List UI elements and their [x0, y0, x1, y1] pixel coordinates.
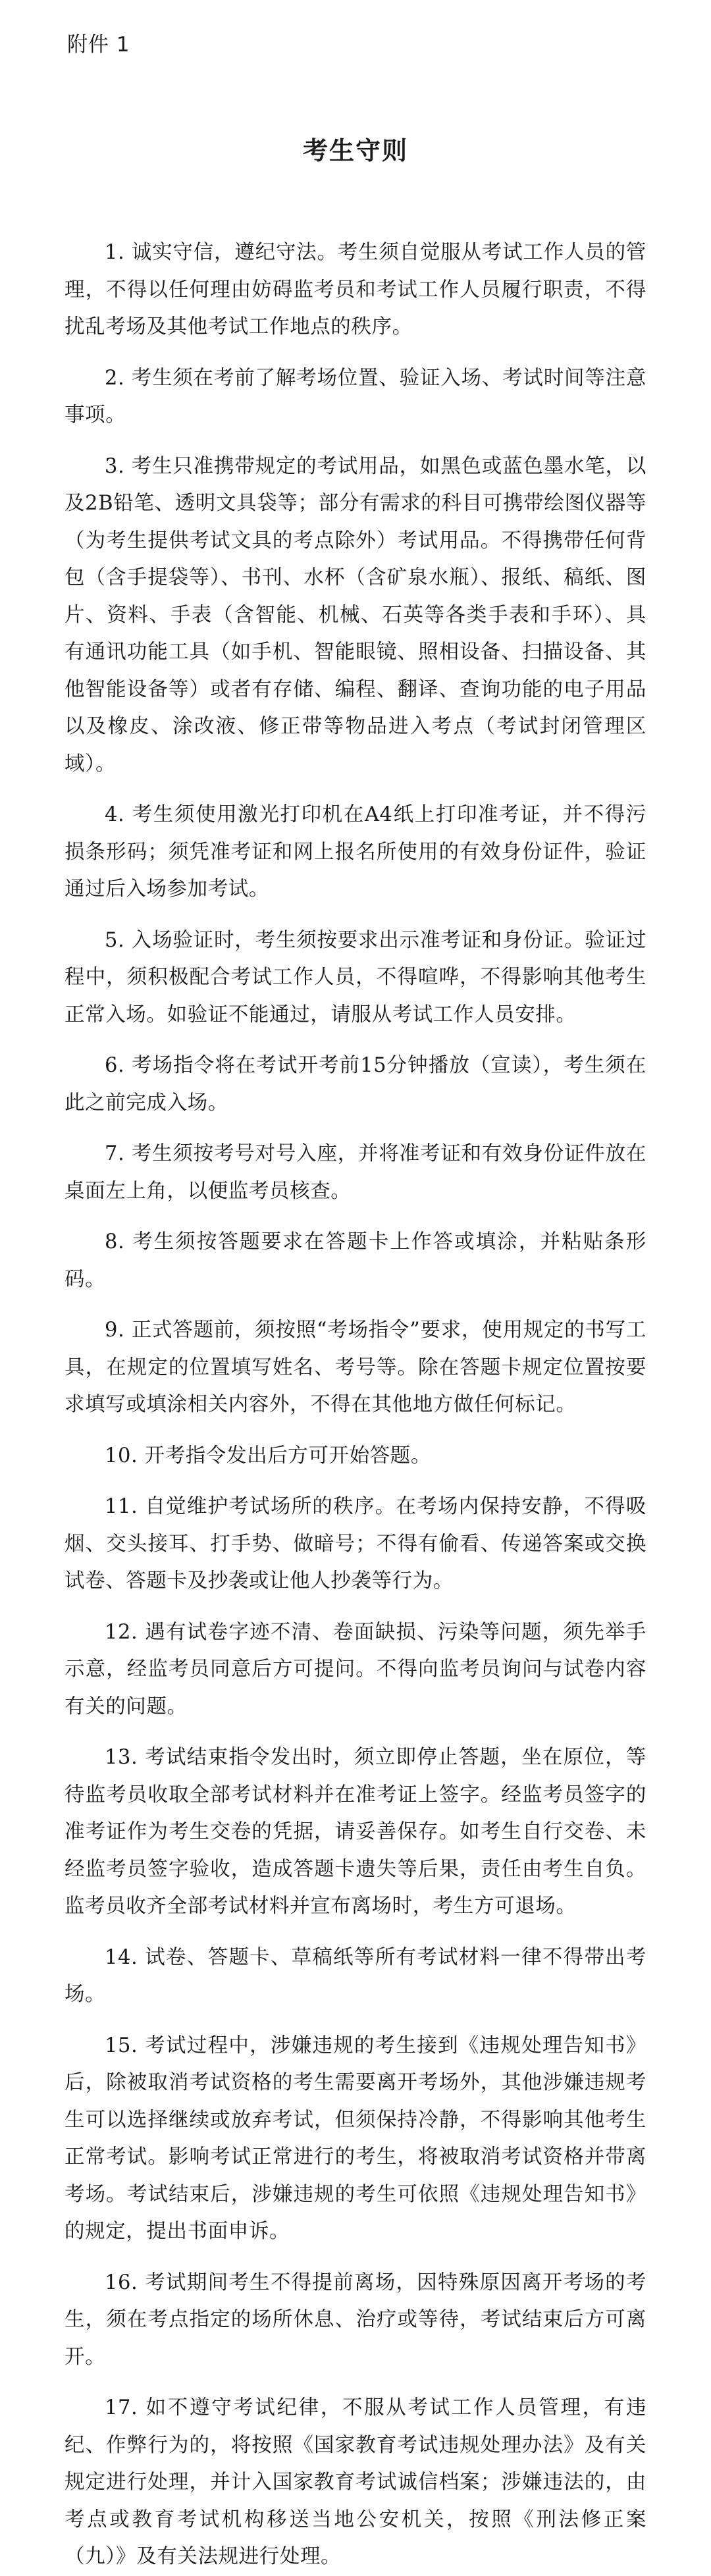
rule-item: 4. 考生须使用激光打印机在A4纸上打印准考证，并不得污损条形码；须凭准考证和网上报名所使用的有效身份证件，验证通过后入场参加考试。	[65, 803, 646, 901]
rule-item: 2. 考生须在考前了解考场位置、验证入场、考试时间等注意事项。	[65, 366, 646, 427]
page-title: 考生守则	[302, 136, 408, 165]
rules-list	[65, 234, 646, 2576]
rule-item: 1. 诚实守信，遵纪守法。考生须自觉服从考试工作人员的管理，不得以任何理由妨碍监考员和考试工作人员履行职责，不得扰乱考场及其他考试工作地点的秩序。	[65, 241, 646, 338]
attachment-label: 附件 1	[67, 33, 130, 57]
rule-item: 3. 考生只准携带规定的考试用品，如黑色或蓝色墨水笔，以及2B铅笔、透明文具袋等；部分有需求的科目可携带绘图仪器等（为考生提供考试文具的考点除外）考试用品。不得携带任何背包（含手提袋等）、书刊、水杯（含矿泉水瓶）、报纸、稿纸、图片、资料、手表（含智能、机械、石英等各类手表和手环）、具有通讯功能工具（如手机、智能眼镜、照相设备、扫描设备、其他智能设备等）或者有存储、编程、翻译、查询功能的电子用品以及橡皮、涂改液、修正带等物品进入考点（考试封闭管理区域）。	[65, 454, 646, 775]
rule-item: 14. 试卷、答题卡、草稿纸等所有考试材料一律不得带出考场。	[65, 1945, 646, 2006]
rule-item: 16. 考试期间考生不得提前离场，因特殊原因离开考场的考生，须在考点指定的场所休息、治疗或等待，考试结束后方可离开。	[65, 2271, 646, 2369]
rule-item: 7. 考生须按考号对号入座，并将准考证和有效身份证件放在桌面左上角，以便监考员核查。	[65, 1142, 646, 1203]
rule-item: 11. 自觉维护考试场所的秩序。在考场内保持安静，不得吸烟、交头接耳、打手势、做暗号；不得有偷看、传递答案或交换试卷、答题卡及抄袭或让他人抄袭等行为。	[65, 1495, 646, 1592]
rule-item: 9. 正式答题前，须按照“考场指令”要求，使用规定的书写工具，在规定的位置填写姓名、考号等。除在答题卡规定位置按要求填写或填涂相关内容外，不得在其他地方做任何标记。	[65, 1319, 646, 1416]
rule-item: 8. 考生须按答题要求在答题卡上作答或填涂，并粘贴条形码。	[65, 1230, 646, 1291]
rule-item: 10. 开考指令发出后方可开始答题。	[105, 1444, 431, 1467]
rule-item: 6. 考场指令将在考试开考前15分钟播放（宣读），考生须在此之前完成入场。	[65, 1054, 646, 1115]
rule-item: 12. 遇有试卷字迹不清、卷面缺损、污染等问题，须先举手示意，经监考员同意后方可提问。不得向监考员询问与试卷内容有关的问题。	[65, 1620, 646, 1718]
rule-item: 5. 入场验证时，考生须按要求出示准考证和身份证。验证过程中，须积极配合考试工作人员，不得喧哗，不得影响其他考生正常入场。如验证不能通过，请服从考试工作人员安排。	[65, 928, 646, 1026]
rule-item: 13. 考试结束指令发出时，须立即停止答题，坐在原位，等待监考员收取全部考试材料并在准考证上签字。经监考员签字的准考证作为考生交卷的凭据，请妥善保存。如考生自行交卷、未经监考员签字验收，造成答题卡遗失等后果，责任由考生自负。监考员收齐全部考试材料并宣布离场时，考生方可退场。	[65, 1746, 646, 1918]
rule-item: 17. 如不遵守考试纪律，不服从考试工作人员管理，有违纪、作弊行为的，将按照《国家教育考试违规处理办法》及有关规定进行处理，并计入国家教育考试诚信档案；涉嫌违法的，由考点或教育考试机构移送当地公安机关，按照《刑法修正案（九）》及有关法规进行处理。	[65, 2396, 646, 2568]
rule-item: 15. 考试过程中，涉嫌违规的考生接到《违规处理告知书》后，除被取消考试资格的考生需要离开考场外，其他涉嫌违规考生可以选择继续或放弃考试，但须保持冷静，不得影响其他考生正常考试。影响考试正常进行的考生，将被取消考试资格并带离考场。考试结束后，涉嫌违规的考生可依照《违规处理告知书》的规定，提出书面申诉。	[65, 2034, 646, 2243]
